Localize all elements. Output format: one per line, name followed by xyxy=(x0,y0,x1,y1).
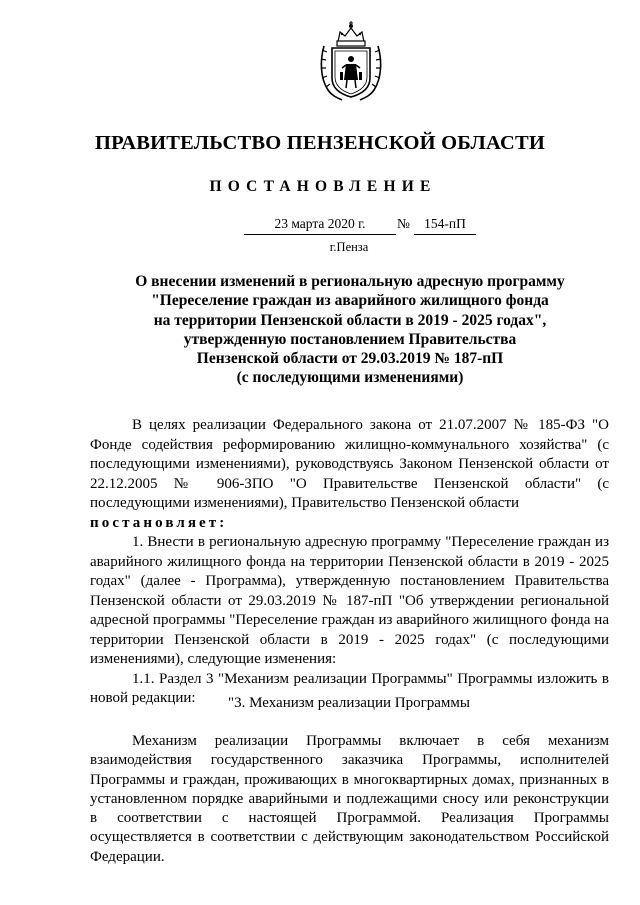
document-number: 154-пП xyxy=(414,214,476,235)
decree-word-text: постановляет: xyxy=(90,514,228,531)
document-city: г.Пенза xyxy=(329,240,369,254)
document-type: ПОСТАНОВЛЕНИЕ xyxy=(209,178,437,195)
intro-paragraph: В целях реализации Федерального закона от 21.07.2007 № 185-ФЗ "О Фонде содействия реформированию жилищно-коммунального хозяйства" (с последующими изменениями), руководствуясь Законом Пензенской области от 22.12.2005 № 906-ЗПО "О Правительстве Пензенской области" (с последующими изменениями), Правительство Пензенской области xyxy=(90,417,609,511)
number-label: № xyxy=(397,216,410,231)
title-line: О внесении изменений в региональную адресную программу xyxy=(135,273,565,290)
section-title: "3. Механизм реализации Программы xyxy=(228,695,470,711)
coat-of-arms-icon xyxy=(318,20,384,102)
decree-word xyxy=(90,514,609,534)
title-line: Пензенской области от 29.03.2019 № 187-пП xyxy=(196,350,504,368)
item-1-paragraph: 1. Внести в региональную адресную программу "Переселение граждан из аварийного жилищного фонда на территории Пензенской области в 2019 - 2025 годах" (далее - Программа), утвержденную постановлением Правительства Пензенской области от 29.03.2019 № 187-пП "Об утверждении региональной адресной программы "Переселение граждан из аварийного жилищного фонда на территории Пензенской области в 2019 - 2025 годах" (с последующими изменениями), следующие изменения: xyxy=(90,534,609,667)
title-line: утвержденную постановлением Правительства xyxy=(183,330,517,348)
document-date: 23 марта 2020 г. xyxy=(244,214,396,235)
document-title xyxy=(90,272,610,388)
title-line: (с последующими изменениями) xyxy=(236,369,464,387)
item-1-1-paragraph: 1.1. Раздел 3 "Механизм реализации Программы" Программы изложить в новой редакции: xyxy=(90,670,609,706)
title-line: "Переселение граждан из аварийного жилищного фонда xyxy=(151,292,549,310)
government-title: ПРАВИТЕЛЬСТВО ПЕНЗЕНСКОЙ ОБЛАСТИ xyxy=(95,132,545,154)
title-line: на территории Пензенской области в 2019 - 2025 годах", xyxy=(153,311,547,329)
section-paragraph: Механизм реализации Программы включает в себя механизм взаимодействия государственного заказчика Программы, исполнителей Программы и граждан, проживающих в многоквартирных домах, признанных в установленном порядке аварийными и подлежащими сносу или реконструкции в соответствии с настоящей Программой. Реализация Программы осуществляется в соответствии с действующим законодательством Российской Федерации. xyxy=(90,733,609,865)
section-body xyxy=(90,732,609,867)
document-body xyxy=(90,416,609,709)
